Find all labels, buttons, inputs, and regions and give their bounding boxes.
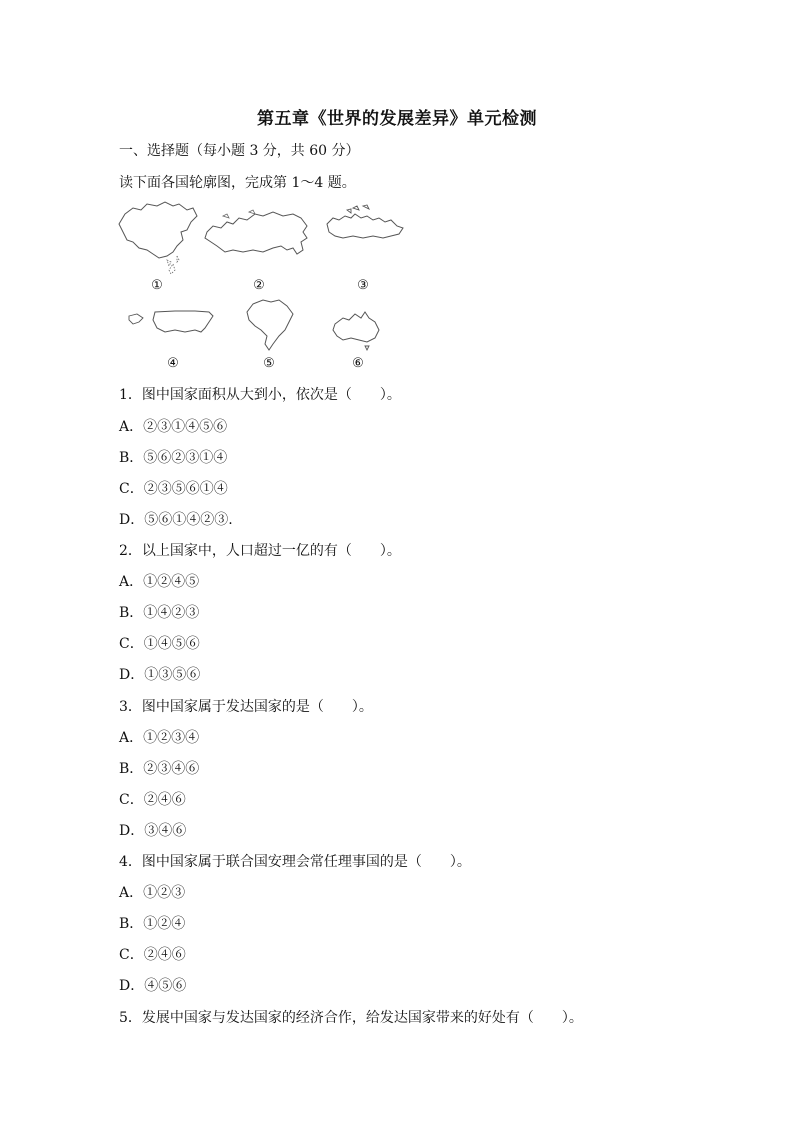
page-title: 第五章《世界的发展差异》单元检测 [257, 109, 537, 129]
map-label-3: ③ [357, 278, 369, 293]
question-3-stem: 3．图中国家属于发达国家的是（ ）。 [119, 699, 373, 715]
question-2-option-b: B．①④②③ [119, 605, 200, 621]
map-label-6: ⑥ [352, 356, 364, 371]
russia-outline-icon [203, 206, 313, 266]
question-intro: 读下面各国轮廓图，完成第 1～4 题。 [119, 175, 356, 191]
question-3-option-c: C．②④⑥ [119, 792, 186, 808]
question-3-option-d: D．③④⑥ [119, 823, 187, 839]
question-1-option-b: B．⑤⑥②③①④ [119, 450, 228, 466]
question-4-stem: 4．图中国家属于联合国安理会常任理事国的是（ ）。 [119, 854, 471, 870]
question-3-option-a: A．①②③④ [119, 730, 200, 746]
brazil-outline-icon [243, 296, 297, 352]
question-2-stem: 2．以上国家中，人口超过一亿的有（ ）。 [119, 543, 401, 559]
question-4-option-c: C．②④⑥ [119, 947, 186, 963]
usa-outline-icon [125, 306, 217, 338]
australia-outline-icon [329, 306, 385, 352]
canada-outline-icon [325, 204, 405, 244]
china-outline-icon [117, 200, 199, 276]
question-1-stem: 1．图中国家面积从大到小，依次是（ ）。 [119, 387, 401, 403]
map-label-1: ① [151, 278, 163, 293]
question-2-option-a: A．①②④⑤ [119, 574, 200, 590]
question-1-option-a: A．②③①④⑤⑥ [119, 419, 228, 435]
question-1-option-c: C．②③⑤⑥①④ [119, 481, 228, 497]
question-4-option-b: B．①②④ [119, 916, 186, 932]
country-outline-maps [115, 198, 415, 378]
map-label-4: ④ [167, 356, 179, 371]
question-3-option-b: B．②③④⑥ [119, 761, 200, 777]
question-4-option-a: A．①②③ [119, 885, 186, 901]
section-heading: 一、选择题（每小题 3 分，共 60 分） [119, 143, 360, 159]
question-2-option-d: D．①③⑤⑥ [119, 667, 201, 683]
question-2-option-c: C．①④⑤⑥ [119, 636, 200, 652]
map-label-5: ⑤ [263, 356, 275, 371]
question-4-option-d: D．④⑤⑥ [119, 978, 187, 994]
question-5-stem: 5．发展中国家与发达国家的经济合作，给发达国家带来的好处有（ ）。 [119, 1010, 583, 1026]
map-label-2: ② [253, 278, 265, 293]
question-1-option-d: D．⑤⑥①④②③. [119, 512, 233, 528]
